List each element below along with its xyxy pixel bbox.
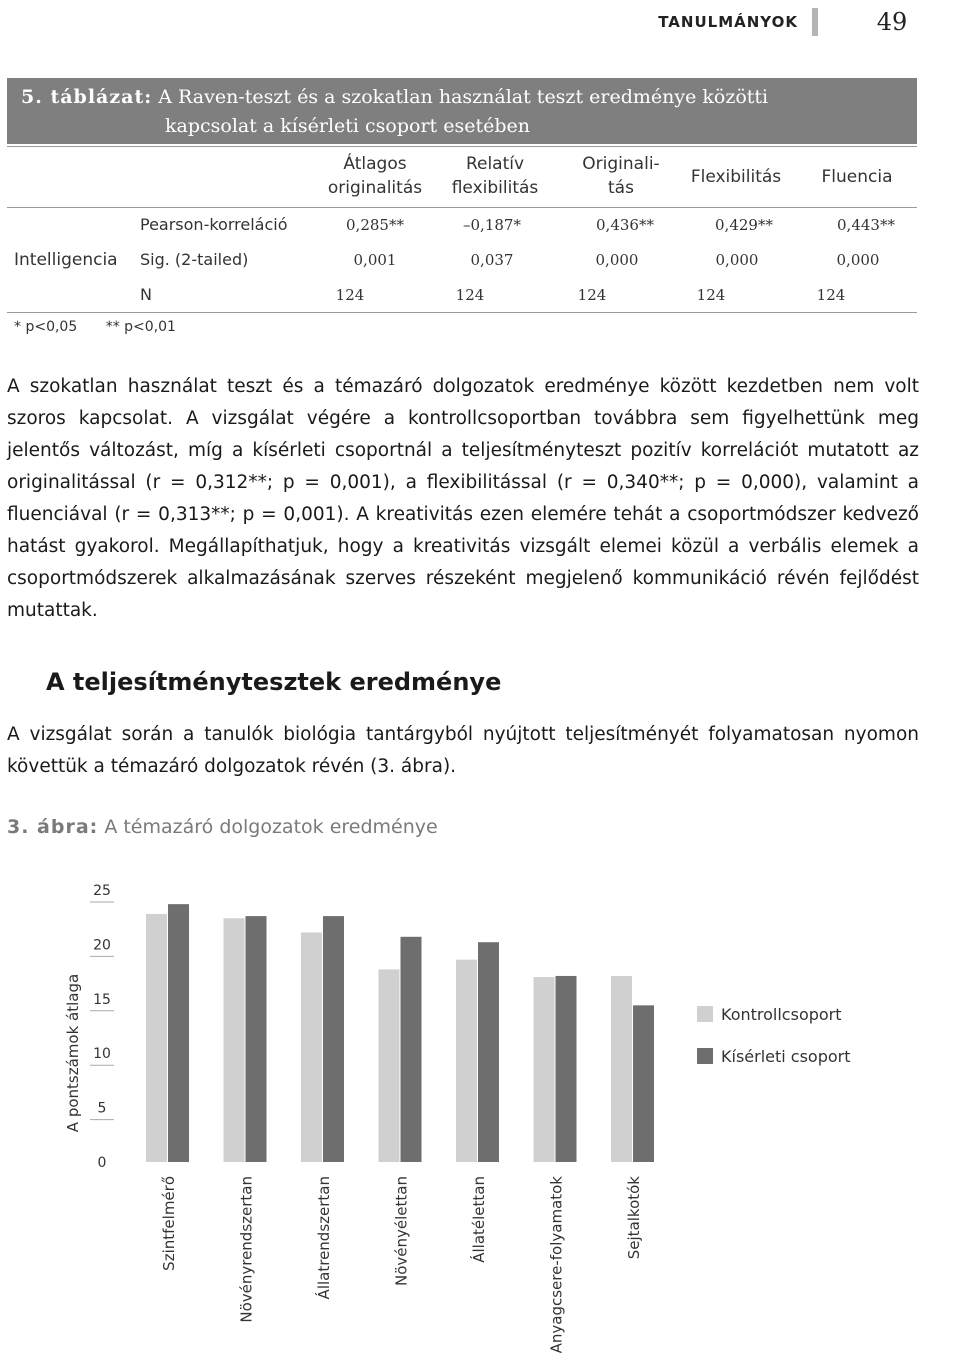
x-tick-label: Állatrendszertan — [315, 1176, 333, 1300]
bar-kiserleti — [478, 942, 499, 1162]
y-axis-label: A pontszámok átlaga — [64, 973, 82, 1133]
x-tick-label: Szintfelmérő — [160, 1176, 178, 1271]
column-header — [315, 152, 435, 200]
row-label: Pearson-korreláció — [140, 215, 288, 234]
figure-title-text: A témazáró dolgozatok eredménye — [104, 816, 438, 838]
table-cell: 0,443** — [837, 216, 895, 234]
table-cell: 0,037 — [470, 251, 514, 269]
x-tick-label: Növényrendszertan — [237, 1176, 256, 1323]
table-cell: 0,000 — [595, 251, 639, 269]
bar-kiserleti — [323, 916, 344, 1162]
section-heading: A teljesítménytesztek eredménye — [46, 668, 502, 696]
legend-item — [697, 1003, 851, 1025]
column-header — [435, 152, 555, 200]
bar-kontroll — [456, 960, 477, 1162]
table-cell: 124 — [696, 286, 726, 304]
table-rule — [7, 146, 917, 147]
legend-item — [697, 1045, 851, 1067]
bar-kiserleti — [556, 976, 577, 1162]
table-cell: 0,285** — [346, 216, 404, 234]
table-title-line2: kapcsolat a kísérleti csoport esetében — [165, 115, 530, 137]
column-header-line: tás — [608, 178, 634, 198]
column-header — [556, 152, 686, 200]
header-divider — [812, 8, 818, 36]
column-header — [676, 165, 796, 189]
column-header-line: Flexibilitás — [690, 167, 782, 187]
body-paragraph: A szokatlan használat teszt és a témazáró dolgozatok eredménye között kezdetben nem volt szoros kapcsolat. A vizsgálat végére a kontrollcsoportban továbbra sem figyelhettünk meg jelentős változást, míg a kísérleti csoportnál a teljesítményteszt pozitív korrelációt mutatott az originalitással (r = 0,312**; p = 0,001), a flexibilitással (r = 0,340**; p = 0,000), valamint a fluenciával (r = 0,313**; p = 0,001). A kreativitás ezen elemére tehát a csoportmódszer kedvező hatást gyakorol. Megállapíthatjuk, hogy a kreativitás vizsgált elemei közül a verbális elemek a csoportmódszerek alkalmazásának szerves részeként megjelenő kommunikáció révén fejlődést mutattak. — [7, 376, 919, 621]
table-cell: 124 — [577, 286, 607, 304]
figure-title — [7, 816, 438, 838]
chart-legend — [697, 1003, 851, 1087]
section-label: TANULMÁNYOK — [658, 13, 798, 31]
table-cell: 124 — [335, 286, 365, 304]
row-label: N — [140, 285, 152, 304]
y-tick-label: 0 — [97, 1155, 107, 1171]
figure-title-prefix: 3. ábra: — [7, 816, 99, 838]
bar-kontroll — [611, 976, 632, 1162]
bar-kontroll — [379, 969, 400, 1162]
legend-swatch — [697, 1048, 713, 1064]
legend-label: Kísérleti csoport — [721, 1046, 851, 1066]
column-header-line: Relatív — [465, 154, 525, 174]
bar-kiserleti — [401, 937, 422, 1162]
legend-label: Kontrollcsoport — [721, 1004, 842, 1024]
column-header-line: Átlagos — [343, 154, 407, 174]
y-tick-label: 15 — [93, 991, 111, 1008]
y-tick-label: 10 — [93, 1046, 111, 1063]
column-header-line: originalitás — [327, 178, 423, 198]
column-header — [797, 165, 917, 189]
table-cell: –0,187* — [463, 216, 521, 234]
row-label: Sig. (2-tailed) — [140, 250, 249, 269]
column-header-line: Fluencia — [821, 167, 893, 187]
table-cell: 124 — [455, 286, 485, 304]
column-header-line: Originali- — [582, 154, 660, 174]
row-group-label: Intelligencia — [14, 250, 118, 270]
x-tick-label: Növényélettan — [392, 1176, 411, 1286]
y-tick-label: 25 — [93, 883, 111, 899]
bar-kontroll — [224, 918, 245, 1162]
bar-kiserleti — [246, 916, 267, 1162]
table-title — [7, 78, 917, 144]
bar-kontroll — [534, 977, 555, 1162]
chart-bars — [146, 904, 654, 1162]
table-cell: 0,000 — [715, 251, 759, 269]
body-paragraph: A vizsgálat során a tanulók biológia tantárgyból nyújtott teljesítményét folyamatosan nyomon követtük a témazáró dolgozatok révén (3. ábra). — [7, 724, 919, 777]
bar-chart — [0, 870, 960, 1367]
table-rule — [7, 312, 917, 313]
table-cell: 0,001 — [353, 251, 397, 269]
table-title-line1: A Raven-teszt és a szokatlan használat teszt eredménye közötti — [158, 86, 769, 108]
y-tick-label: 5 — [97, 1100, 107, 1117]
note-p05: * p<0,05 — [14, 319, 78, 335]
x-tick-label: Sejtalkotók — [625, 1176, 643, 1260]
table-cell: 0,429** — [715, 216, 773, 234]
legend-swatch — [697, 1006, 713, 1022]
y-tick-label: 20 — [93, 937, 111, 954]
page-number: 49 — [876, 8, 908, 36]
table-cell: 0,436** — [596, 216, 654, 234]
table-cell: 124 — [816, 286, 846, 304]
note-p01: ** p<0,01 — [105, 319, 176, 335]
table-cell: 0,000 — [836, 251, 880, 269]
table-notes — [14, 319, 200, 335]
bar-kontroll — [301, 932, 322, 1162]
column-header-line: flexibilitás — [451, 178, 539, 198]
bar-kiserleti — [633, 1005, 654, 1162]
table-title-prefix: 5. táblázat: — [21, 86, 153, 108]
bar-kontroll — [146, 914, 167, 1162]
bar-kiserleti — [168, 904, 189, 1162]
x-tick-label: Állatélettan — [470, 1176, 488, 1263]
table-rule — [7, 207, 917, 208]
running-header — [658, 8, 960, 36]
x-tick-label: Anyagcsere-folyamatok — [547, 1176, 566, 1354]
